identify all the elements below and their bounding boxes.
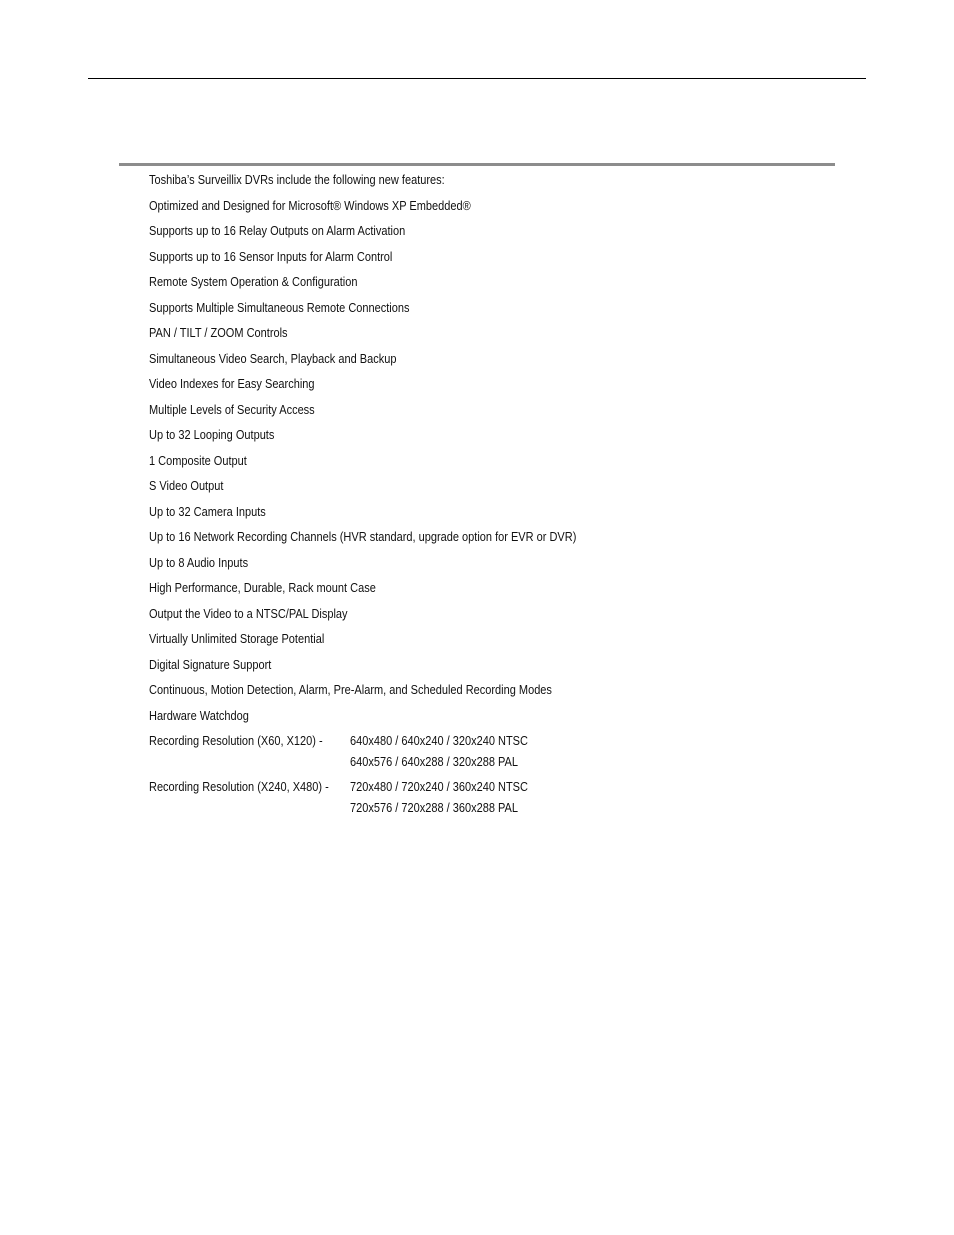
feature-item: Digital Signature Support xyxy=(149,657,272,672)
feature-item: High Performance, Durable, Rack mount Case xyxy=(149,581,376,595)
section-divider xyxy=(119,163,835,166)
feature-item: Continuous, Motion Detection, Alarm, Pre-Alarm, and Scheduled Recording Modes xyxy=(149,683,552,697)
resolution-label: Recording Resolution (X240, X480) - xyxy=(149,780,329,794)
feature-list xyxy=(149,198,839,725)
feature-item: Hardware Watchdog xyxy=(149,708,249,723)
resolution-pal: 640x576 / 640x288 / 320x288 PAL xyxy=(350,755,518,769)
header-rule xyxy=(88,78,866,79)
feature-item: Virtually Unlimited Storage Potential xyxy=(149,632,325,646)
resolution-pal: 720x576 / 720x288 / 360x288 PAL xyxy=(350,801,518,815)
feature-item: Remote System Operation & Configuration xyxy=(149,275,358,289)
resolution-label: Recording Resolution (X60, X120) - xyxy=(149,734,323,748)
resolution-row xyxy=(149,733,839,779)
feature-item: Supports up to 16 Sensor Inputs for Alarm Control xyxy=(149,249,393,264)
feature-item: Up to 32 Camera Inputs xyxy=(149,504,266,519)
feature-item: Simultaneous Video Search, Playback and Backup xyxy=(149,351,397,366)
feature-item: S Video Output xyxy=(149,479,224,493)
recording-resolution-table xyxy=(149,733,839,825)
feature-item: 1 Composite Output xyxy=(149,453,247,468)
intro-text: Toshiba’s Surveillix DVRs include the following new features: xyxy=(149,173,445,187)
resolution-ntsc: 640x480 / 640x240 / 320x240 NTSC xyxy=(350,734,528,748)
feature-item: Output the Video to a NTSC/PAL Display xyxy=(149,606,348,621)
feature-item: PAN / TILT / ZOOM Controls xyxy=(149,326,288,340)
features-section xyxy=(149,172,839,825)
feature-item: Supports Multiple Simultaneous Remote Connections xyxy=(149,300,410,315)
feature-item: Supports up to 16 Relay Outputs on Alarm Activation xyxy=(149,224,406,238)
feature-item: Multiple Levels of Security Access xyxy=(149,402,315,417)
feature-item: Up to 32 Looping Outputs xyxy=(149,428,275,442)
resolution-ntsc: 720x480 / 720x240 / 360x240 NTSC xyxy=(350,780,528,794)
feature-item: Optimized and Designed for Microsoft® Windows XP Embedded® xyxy=(149,198,471,213)
feature-item: Video Indexes for Easy Searching xyxy=(149,377,315,391)
resolution-row xyxy=(149,779,839,825)
feature-item: Up to 16 Network Recording Channels (HVR standard, upgrade option for EVR or DVR) xyxy=(149,530,577,544)
feature-item: Up to 8 Audio Inputs xyxy=(149,555,249,570)
